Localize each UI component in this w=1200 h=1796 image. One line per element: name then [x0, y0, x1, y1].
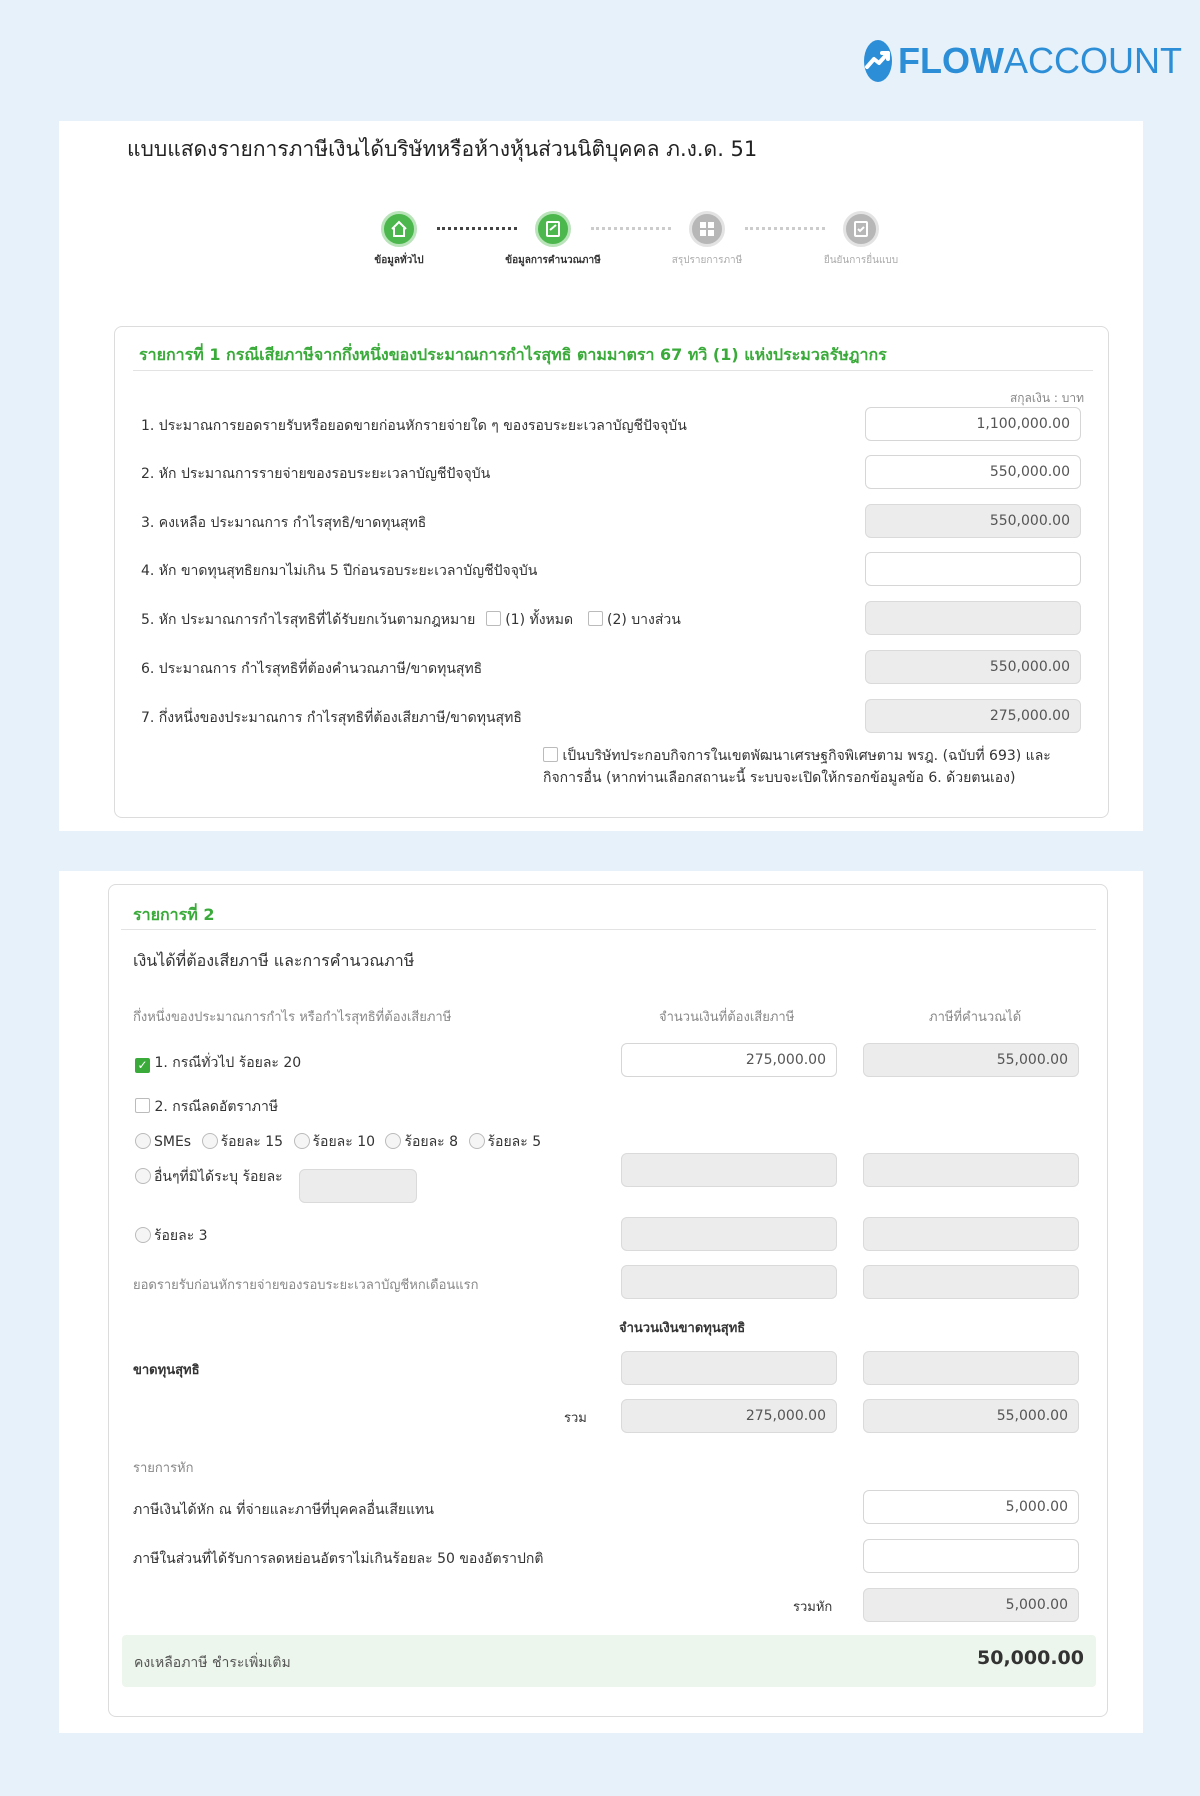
- summary-grid-icon: [689, 211, 725, 247]
- withholding-input[interactable]: 5,000.00: [863, 1490, 1079, 1524]
- reduced-case-checkbox[interactable]: [135, 1098, 150, 1113]
- estimated-expense-input[interactable]: 550,000.00: [865, 455, 1081, 489]
- row-label: 5. หัก ประมาณการกำไรสุทธิที่ได้รับยกเว้นตามกฎหมาย: [141, 612, 476, 628]
- section-1-title: รายการที่ 1 กรณีเสียภาษีจากกึ่งหนึ่งของประมาณการกำไรสุทธิ ตามมาตรา 67 ทวิ (1) แห่งประมวลรัษฎากร: [139, 345, 887, 364]
- other-rate-row: [135, 1166, 283, 1188]
- rate-8-radio[interactable]: [385, 1133, 401, 1149]
- page-title: แบบแสดงรายการภาษีเงินได้บริษัทหรือห้างหุ้นส่วนนิติบุคคล ภ.ง.ด. 51: [127, 137, 758, 161]
- reduced-case-row: [135, 1096, 278, 1118]
- rate-option-label: ร้อยละ 5: [487, 1134, 542, 1150]
- rate-option-label: SMEs: [154, 1134, 192, 1150]
- remaining-tax-bar: [122, 1635, 1096, 1687]
- divider: [133, 370, 1093, 371]
- reduced-case-label: 2. กรณีลดอัตราภาษี: [154, 1099, 279, 1115]
- other-rate-amount-field: [621, 1153, 837, 1187]
- rate-option-label: ร้อยละ 8: [404, 1134, 459, 1150]
- row-label: 7. กึ่งหนึ่งของประมาณการ กำไรสุทธิที่ต้องเสียภาษี/ขาดทุนสุทธิ: [141, 710, 522, 726]
- general-case-row: [135, 1052, 301, 1074]
- first-six-months-amount-field: [621, 1265, 837, 1299]
- rate-5-radio[interactable]: [469, 1133, 485, 1149]
- remaining-tax-label: คงเหลือภาษี ชำระเพิ่มเติม: [134, 1655, 291, 1671]
- sum-tax-field: 55,000.00: [863, 1399, 1079, 1433]
- net-loss-tax-field: [863, 1351, 1079, 1385]
- step-label: ข้อมูลทั่วไป: [374, 255, 424, 266]
- general-case-amount-input[interactable]: 275,000.00: [621, 1043, 837, 1077]
- sez-note: [543, 745, 1073, 789]
- section-1-card: [114, 326, 1109, 818]
- rate-3-tax-field: [863, 1217, 1079, 1251]
- row-label: 2. หัก ประมาณการรายจ่ายของรอบระยะเวลาบัญชีปัจจุบัน: [141, 466, 491, 482]
- other-rate-tax-field: [863, 1153, 1079, 1187]
- step-summary[interactable]: [637, 211, 777, 268]
- row-label: 6. ประมาณการ กำไรสุทธิที่ต้องคำนวณภาษี/ขาดทุนสุทธิ: [141, 661, 483, 677]
- general-case-label: 1. กรณีทั่วไป ร้อยละ 20: [154, 1055, 302, 1071]
- taxable-profit-field: 550,000.00: [865, 650, 1081, 684]
- logo-brand-bold: FLOW: [898, 40, 1004, 81]
- rate-10-radio[interactable]: [294, 1133, 310, 1149]
- form-panel-2: [59, 871, 1143, 1733]
- section-2-subtitle: เงินได้ที่ต้องเสียภาษี และการคำนวณภาษี: [133, 951, 415, 970]
- rate-option-label: ร้อยละ 10: [312, 1134, 376, 1150]
- estimated-revenue-input[interactable]: 1,100,000.00: [865, 407, 1081, 441]
- remaining-tax-value: 50,000.00: [977, 1647, 1084, 1669]
- withholding-label: ภาษีเงินได้หัก ณ ที่จ่ายและภาษีที่บุคคลอื่นเสียแทน: [133, 1502, 434, 1518]
- document-check-icon: [843, 211, 879, 247]
- reduced-rate-input[interactable]: [863, 1539, 1079, 1573]
- exempt-all-checkbox[interactable]: [486, 611, 501, 626]
- rate-sme-radio[interactable]: [135, 1133, 151, 1149]
- deductions-header: รายการหัก: [133, 1461, 194, 1476]
- step-label: ข้อมูลการคำนวณภาษี: [505, 255, 601, 266]
- first-six-months-label: ยอดรายรับก่อนหักรายจ่ายของรอบระยะเวลาบัญชีหกเดือนแรก: [133, 1278, 479, 1293]
- section-2-title: รายการที่ 2: [133, 905, 215, 924]
- rate-options: [135, 1131, 541, 1153]
- step-confirm[interactable]: [791, 211, 931, 268]
- currency-unit: สกุลเงิน : บาท: [1009, 391, 1084, 405]
- row-label: 4. หัก ขาดทุนสุทธิยกมาไม่เกิน 5 ปีก่อนรอบระยะเวลาบัญชีปัจจุบัน: [141, 563, 538, 579]
- row-label: 3. คงเหลือ ประมาณการ กำไรสุทธิ/ขาดทุนสุทธิ: [141, 515, 427, 531]
- column-header-amount: จำนวนเงินที่ต้องเสียภาษี: [659, 1010, 795, 1025]
- trend-up-icon: [864, 40, 892, 82]
- rate-3-label: ร้อยละ 3: [154, 1228, 208, 1244]
- net-loss-amount-field: [621, 1351, 837, 1385]
- rate-15-radio[interactable]: [202, 1133, 218, 1149]
- section-2-card: [108, 884, 1108, 1717]
- step-label: ยืนยันการยื่นแบบ: [823, 255, 899, 266]
- sez-note-line2: กิจการอื่น (หากท่านเลือกสถานะนี้ ระบบจะเปิดให้กรอกข้อมูลข้อ 6. ด้วยตนเอง): [543, 770, 1016, 786]
- step-general-info[interactable]: [329, 211, 469, 268]
- net-loss-header: จำนวนเงินขาดทุนสุทธิ: [619, 1321, 746, 1336]
- divider: [121, 929, 1096, 930]
- exempt-partial-checkbox[interactable]: [588, 611, 603, 626]
- loss-carryforward-input[interactable]: [865, 552, 1081, 586]
- rate-option-label: ร้อยละ 15: [220, 1134, 284, 1150]
- net-profit-field: 550,000.00: [865, 504, 1081, 538]
- step-progress: [329, 211, 909, 271]
- document-edit-icon: [535, 211, 571, 247]
- row-5: [141, 609, 681, 631]
- sum-label: รวม: [564, 1411, 587, 1426]
- exempt-partial-label: (2) บางส่วน: [607, 612, 681, 628]
- step-label: สรุปรายการภาษี: [671, 255, 743, 266]
- half-profit-field: 275,000.00: [865, 699, 1081, 733]
- flowaccount-logo: [864, 38, 1182, 84]
- reduced-rate-label: ภาษีในส่วนที่ได้รับการลดหย่อนอัตราไม่เกินร้อยละ 50 ของอัตราปกติ: [133, 1551, 544, 1567]
- other-rate-label: อื่นๆที่มิได้ระบุ ร้อยละ: [154, 1169, 283, 1185]
- first-six-months-tax-field: [863, 1265, 1079, 1299]
- other-rate-percent-field: [299, 1169, 417, 1203]
- exempt-all-label: (1) ทั้งหมด: [505, 612, 574, 628]
- sez-note-line1: เป็นบริษัทประกอบกิจการในเขตพัฒนาเศรษฐกิจพิเศษตาม พรฎ. (ฉบับที่ 693) และ: [562, 748, 1051, 764]
- general-case-tax-field: 55,000.00: [863, 1043, 1079, 1077]
- other-rate-radio[interactable]: [135, 1168, 151, 1184]
- sum-amount-field: 275,000.00: [621, 1399, 837, 1433]
- exempt-profit-field: [865, 601, 1081, 635]
- form-panel-1: [59, 121, 1143, 831]
- general-case-checkbox[interactable]: ✓: [135, 1058, 150, 1073]
- column-header-tax: ภาษีที่คำนวณได้: [929, 1010, 1022, 1025]
- total-deduct-field: 5,000.00: [863, 1588, 1079, 1622]
- sez-checkbox[interactable]: [543, 747, 558, 762]
- logo-brand-light: ACCOUNT: [1003, 40, 1182, 81]
- step-tax-calc[interactable]: [483, 211, 623, 268]
- rate-3-amount-field: [621, 1217, 837, 1251]
- row-label: 1. ประมาณการยอดรายรับหรือยอดขายก่อนหักรายจ่ายใด ๆ ของรอบระยะเวลาบัญชีปัจจุบัน: [141, 418, 687, 434]
- rate-3-radio[interactable]: [135, 1227, 151, 1243]
- net-loss-label: ขาดทุนสุทธิ: [133, 1363, 200, 1378]
- total-deduct-label: รวมหัก: [793, 1600, 833, 1615]
- rate-3-row: [135, 1225, 208, 1247]
- home-icon: [381, 211, 417, 247]
- column-header-label: กึ่งหนึ่งของประมาณการกำไร หรือกำไรสุทธิที่ต้องเสียภาษี: [133, 1010, 452, 1025]
